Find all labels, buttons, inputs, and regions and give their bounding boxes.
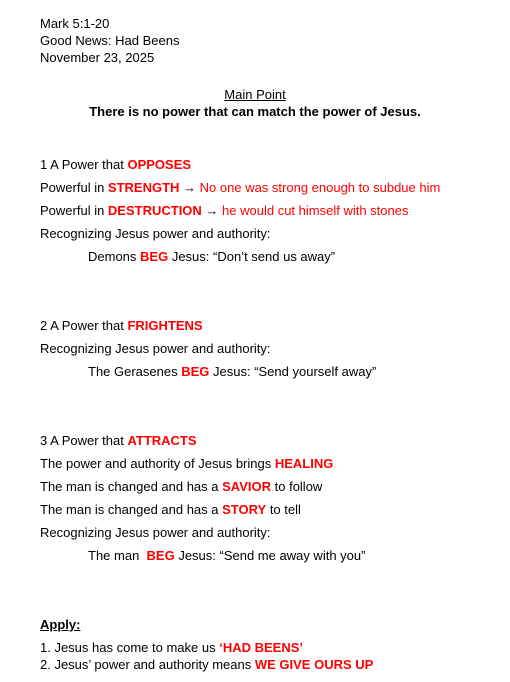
section3-title-keyword: ATTRACTS — [127, 433, 197, 448]
section2-quote — [88, 364, 376, 380]
section1-line1-prefix: Powerful in — [40, 180, 108, 195]
section3-line2-keyword: SAVIOR — [222, 479, 272, 494]
section3-line1 — [40, 456, 333, 472]
section1-title-prefix: 1 A Power that — [40, 157, 128, 172]
main-point-heading-text: Main Point — [224, 87, 286, 102]
section3-recognizing: Recognizing Jesus power and authority: — [40, 525, 271, 540]
apply-item1-keyword: ‘HAD BEENS’ — [219, 640, 303, 655]
section2-title-prefix: 2 A Power that — [40, 318, 128, 333]
section2-title-keyword: FRIGHTENS — [127, 318, 203, 333]
section2-title — [40, 318, 203, 334]
apply-item1-prefix: 1. Jesus has come to make us — [40, 640, 220, 655]
section1-recognizing: Recognizing Jesus power and authority: — [40, 226, 271, 241]
section2-quote-subject: The Gerasenes — [88, 364, 182, 379]
section1-line2-keyword: DESTRUCTION — [107, 203, 202, 218]
section1-quote-subject: Demons — [88, 249, 141, 264]
section1-title-keyword: OPPOSES — [127, 157, 192, 172]
apply-item-2 — [40, 657, 373, 673]
section3-line1-prefix: The power and authority of Jesus brings — [40, 456, 275, 471]
section3-line2-prefix: The man is changed and has a — [40, 479, 223, 494]
apply-item2-prefix: 2. Jesus’ power and authority means — [40, 657, 255, 672]
section1-line1-keyword: STRENGTH — [107, 180, 180, 195]
section1-line2-prefix: Powerful in — [40, 203, 108, 218]
section3-line2 — [40, 479, 322, 495]
section3-title — [40, 433, 197, 449]
section3-line3-suffix: to tell — [266, 502, 301, 517]
apply-item-1 — [40, 640, 303, 656]
section3-line3-prefix: The man is changed and has a — [40, 502, 223, 517]
section1-line2 — [40, 203, 408, 219]
section2-quote-text: Jesus: “Send yourself away” — [209, 364, 377, 379]
section3-title-prefix: 3 A Power that — [40, 433, 128, 448]
sermon-date: November 23, 2025 — [40, 50, 155, 65]
apply-item2-keyword: WE GIVE OURS UP — [254, 657, 374, 672]
section3-line1-keyword: HEALING — [274, 456, 334, 471]
section1-quote-keyword: BEG — [140, 249, 169, 264]
section1-quote-text: Jesus: “Don’t send us away” — [168, 249, 336, 264]
main-point-statement: There is no power that can match the power of Jesus. — [89, 104, 421, 119]
section2-quote-keyword: BEG — [181, 364, 210, 379]
arrow-icon: → — [179, 180, 200, 195]
section1-line1 — [40, 180, 440, 196]
section3-quote-keyword: BEG — [146, 548, 175, 563]
series-title: Good News: Had Beens — [40, 33, 180, 48]
section3-quote-subject: The man — [88, 548, 147, 563]
main-point-heading — [0, 87, 510, 103]
scripture-reference: Mark 5:1-20 — [40, 16, 110, 31]
arrow-icon: → — [201, 203, 223, 218]
section3-line3-keyword: STORY — [222, 502, 267, 517]
section3-line2-suffix: to follow — [271, 479, 323, 494]
section3-quote — [88, 548, 365, 564]
section3-quote-text: Jesus: “Send me away with you” — [174, 548, 366, 563]
apply-heading: Apply: — [40, 617, 81, 632]
section1-title — [40, 157, 191, 173]
section2-recognizing: Recognizing Jesus power and authority: — [40, 341, 271, 356]
section1-line2-detail: he would cut himself with stones — [222, 203, 409, 218]
section3-line3 — [40, 502, 301, 518]
section1-line1-detail: No one was strong enough to subdue him — [199, 180, 441, 195]
section1-quote — [88, 249, 335, 265]
